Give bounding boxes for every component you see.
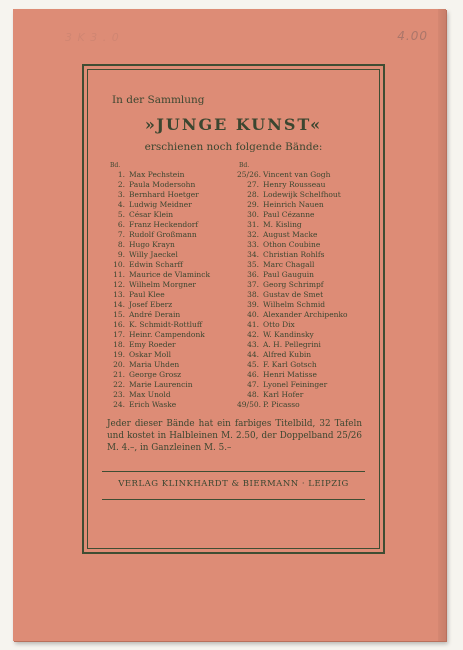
volume-artist-name: Edwin Scharff (129, 260, 183, 269)
volume-number: 28. (247, 190, 259, 199)
volume-list-item (237, 370, 367, 380)
volume-list-item (108, 330, 238, 340)
volume-artist-name: W. Kandinsky (263, 330, 314, 339)
volume-list-item (108, 170, 238, 180)
volume-list-item (237, 290, 367, 300)
volume-list-item (108, 270, 238, 280)
volume-list-item (108, 290, 238, 300)
volume-artist-name: George Grosz (129, 370, 182, 379)
volume-artist-name: Lodewijk Schelfhout (263, 190, 341, 199)
volume-artist-name: Othon Coubine (263, 240, 321, 249)
volume-number: 48. (247, 390, 259, 399)
volume-artist-name: Willy Jaeckel (129, 250, 178, 259)
volume-list-item (108, 190, 238, 200)
volume-list-item (237, 320, 367, 330)
volume-list-item (237, 220, 367, 230)
volume-number: 41. (247, 320, 259, 329)
volume-number: 1. (117, 170, 125, 179)
volume-artist-name: Ludwig Meidner (129, 200, 192, 209)
pencil-mark-top-right: 4.00 (397, 29, 428, 43)
volume-artist-name: M. Kisling (263, 220, 302, 229)
volume-artist-name: Maurice de Vlaminck (129, 270, 210, 279)
volume-list-item (237, 300, 367, 310)
series-title: »JUNGE KUNST« (144, 115, 323, 134)
volume-list-item (108, 210, 238, 220)
volume-artist-name: A. H. Pellegrini (263, 340, 321, 349)
volume-number: 46. (247, 370, 259, 379)
volume-list-item (237, 270, 367, 280)
volume-artist-name: Maria Uhden (129, 360, 180, 369)
cover-edge (438, 9, 446, 641)
description-text: Jeder dieser Bände hat ein farbiges Titelbild, 32 Tafeln und kostet in Halbleinen M. 2.50, der Doppelband 25/26 M. 4.–, in Ganzleinen M. 5.– (107, 419, 362, 453)
volume-list-item (108, 250, 238, 260)
volume-number: 12. (113, 280, 125, 289)
volume-number: 19. (113, 350, 125, 359)
volume-artist-name: Henri Matisse (263, 370, 317, 379)
publisher-rule-bottom (102, 499, 365, 500)
volume-number: 47. (247, 380, 259, 389)
volume-number: 38. (247, 290, 259, 299)
volume-number: 45. (247, 360, 259, 369)
book-cover (13, 9, 446, 641)
volume-list-item (237, 170, 367, 180)
volume-artist-name: André Derain (129, 310, 181, 319)
volume-list-item (108, 380, 238, 390)
volume-artist-name: Alfred Kubin (263, 350, 312, 359)
volume-artist-name: Heinr. Campendonk (129, 330, 205, 339)
volume-number: 31. (247, 220, 259, 229)
volume-list-item (108, 390, 238, 400)
volume-list-item (237, 180, 367, 190)
volume-artist-name: Erich Waske (129, 400, 177, 409)
volume-artist-name: Paul Gauguin (263, 270, 314, 279)
volume-list-item (108, 340, 238, 350)
intro-text: In der Sammlung (112, 94, 205, 106)
volume-list-item (108, 320, 238, 330)
volume-artist-name: Otto Dix (263, 320, 295, 329)
volume-list-item (237, 390, 367, 400)
volume-list-item (108, 280, 238, 290)
volume-artist-name: Paul Cézanne (263, 210, 315, 219)
volume-artist-name: Alexander Archipenko (263, 310, 348, 319)
volume-artist-name: August Macke (263, 230, 318, 239)
volume-list-item (108, 370, 238, 380)
volume-number: 42. (247, 330, 259, 339)
volume-list-item (237, 280, 367, 290)
volume-number: 30. (247, 210, 259, 219)
volume-list-item (108, 310, 238, 320)
volume-list-item (108, 200, 238, 210)
volume-number: 15. (113, 310, 125, 319)
volume-artist-name: Marc Chagall (263, 260, 315, 269)
volume-list-right (237, 161, 367, 410)
volume-number: 29. (247, 200, 259, 209)
volume-number: 43. (247, 340, 259, 349)
volume-artist-name: Georg Schrimpf (263, 280, 324, 289)
volume-artist-name: Rudolf Großmann (129, 230, 197, 239)
volume-artist-name: Hugo Krayn (129, 240, 175, 249)
volume-list-item (237, 380, 367, 390)
column-header-right: Bd. (239, 162, 250, 169)
volume-list-item (237, 400, 367, 410)
volume-artist-name: Josef Eberz (129, 300, 173, 309)
volume-artist-name: Bernhard Hoetger (129, 190, 199, 199)
column-header-left: Bd. (110, 162, 121, 169)
volume-artist-name: Oskar Moll (129, 350, 171, 359)
volume-number: 5. (117, 210, 125, 219)
advertisement-frame (82, 64, 385, 554)
pencil-mark-top-left: 3 K 3 . 0 (65, 31, 120, 44)
volume-artist-name: César Klein (129, 210, 174, 219)
volume-artist-name: Paul Klee (129, 290, 165, 299)
volume-list-item (108, 360, 238, 370)
volume-list-item (237, 340, 367, 350)
volume-artist-name: Paula Modersohn (129, 180, 196, 189)
volume-number: 20. (113, 360, 125, 369)
volume-artist-name: Lyonel Feininger (263, 380, 328, 389)
volume-number: 25/26. (237, 170, 261, 179)
volume-number: 9. (117, 250, 125, 259)
volume-artist-name: F. Karl Gotsch (263, 360, 317, 369)
volume-number: 35. (247, 260, 259, 269)
volume-number: 6. (117, 220, 125, 229)
volume-number: 36. (247, 270, 259, 279)
volume-number: 2. (117, 180, 125, 189)
volume-list-item (108, 240, 238, 250)
volume-number: 37. (247, 280, 259, 289)
volume-list-item (237, 210, 367, 220)
volume-artist-name: Vincent van Gogh (263, 170, 331, 179)
volume-list-item (237, 330, 367, 340)
volume-number: 44. (247, 350, 259, 359)
volume-number: 49/50. (237, 400, 261, 409)
volume-artist-name: Karl Hofer (263, 390, 304, 399)
volume-list-item (237, 310, 367, 320)
volume-number: 34. (247, 250, 259, 259)
volume-number: 21. (113, 370, 125, 379)
volume-number: 8. (117, 240, 125, 249)
volume-list-item (237, 250, 367, 260)
volume-artist-name: Max Pechstein (129, 170, 185, 179)
volume-number: 40. (247, 310, 259, 319)
volume-number: 39. (247, 300, 259, 309)
volume-artist-name: Marie Laurencin (129, 380, 193, 389)
volume-list-item (237, 230, 367, 240)
volume-list-item (108, 300, 238, 310)
volume-list-item (108, 400, 238, 410)
volume-number: 11. (113, 270, 125, 279)
volume-list-item (108, 260, 238, 270)
volume-list-item (237, 260, 367, 270)
publisher-rule-top (102, 471, 365, 472)
volume-list-item (108, 220, 238, 230)
volume-number: 24. (113, 400, 125, 409)
volume-number: 4. (117, 200, 125, 209)
volume-artist-name: Christian Rohlfs (263, 250, 325, 259)
volume-list-item (108, 350, 238, 360)
volume-list-item (237, 200, 367, 210)
volume-number: 16. (113, 320, 125, 329)
volume-artist-name: Franz Heckendorf (129, 220, 199, 229)
volume-list-left (108, 161, 238, 410)
volume-number: 27. (247, 180, 259, 189)
volume-number: 22. (113, 380, 125, 389)
volume-artist-name: Wilhelm Morgner (129, 280, 196, 289)
volume-artist-name: Emy Roeder (129, 340, 176, 349)
volume-artist-name: Henry Rousseau (263, 180, 326, 189)
volume-artist-name: Wilhelm Schmid (263, 300, 326, 309)
volume-list-item (237, 350, 367, 360)
volume-list-item (237, 240, 367, 250)
volume-number: 33. (247, 240, 259, 249)
volume-list-item (108, 180, 238, 190)
volume-artist-name: Max Unold (129, 390, 171, 399)
volume-list-item (237, 190, 367, 200)
volume-list-item (237, 360, 367, 370)
publisher-imprint: VERLAG KLINKHARDT & BIERMANN · LEIPZIG (118, 479, 349, 489)
volume-artist-name: Heinrich Nauen (263, 200, 324, 209)
volume-number: 13. (113, 290, 125, 299)
subtitle: erschienen noch folgende Bände: (144, 141, 323, 153)
volume-number: 17. (113, 330, 125, 339)
volume-artist-name: K. Schmidt-Rottluff (129, 320, 203, 329)
volume-number: 3. (117, 190, 125, 199)
volume-number: 32. (247, 230, 259, 239)
volume-artist-name: Gustav de Smet (263, 290, 324, 299)
volume-number: 7. (117, 230, 125, 239)
volume-artist-name: P. Picasso (263, 400, 300, 409)
volume-number: 18. (113, 340, 125, 349)
volume-list-item (108, 230, 238, 240)
volume-number: 23. (113, 390, 125, 399)
volume-number: 14. (113, 300, 125, 309)
volume-number: 10. (113, 260, 125, 269)
